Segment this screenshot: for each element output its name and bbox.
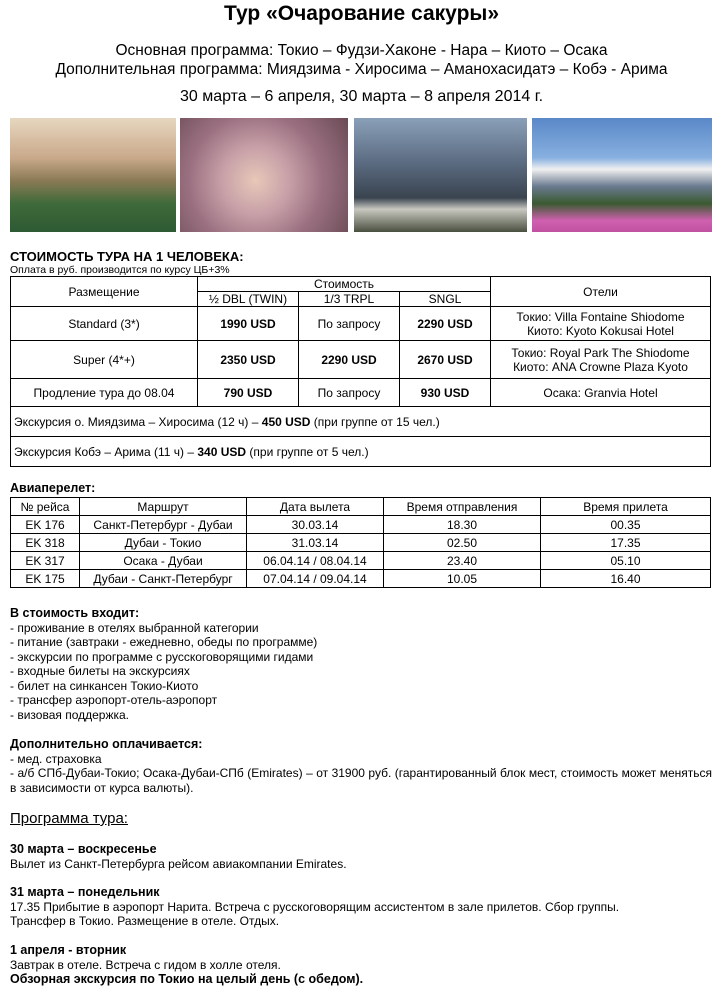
- arrival-time: 16.40: [541, 570, 711, 588]
- flights-table: [10, 497, 711, 588]
- list-item: - питание (завтраки - ежедневно, обеды по программе): [10, 635, 318, 649]
- list-item: - проживание в отелях выбранной категории: [10, 620, 259, 635]
- day-highlight: Обзорная экскурсия по Токио на целый день (с обедом).: [10, 972, 364, 986]
- fuji-photo: [532, 118, 712, 232]
- list-item: - а/б СПб-Дубаи-Токио; Осака-Дубаи-СПб (Emirates) – от 31900 руб. (гарантированный блок мест, стоимость может меняться в зависимости от курса валюты).: [10, 766, 712, 795]
- excursion-row: [11, 407, 711, 437]
- departure-date: 30.03.14: [247, 516, 384, 534]
- price-sngl: 2670 USD: [400, 341, 491, 379]
- accommodation: Продление тура до 08.04: [11, 379, 198, 407]
- day-1: [10, 842, 712, 871]
- route: Дубаи - Токио: [80, 534, 247, 552]
- arrival-time: 00.35: [541, 516, 711, 534]
- departure-time: 18.30: [384, 516, 541, 534]
- list-item: - мед. страховка: [10, 751, 102, 766]
- day-text: Трансфер в Токио. Размещение в отеле. Отдых.: [10, 914, 280, 928]
- list-item: - экскурсии по программе с русскоговорящими гидами: [10, 649, 314, 664]
- price-note: Оплата в руб. производится по курсу ЦБ+3%: [10, 264, 230, 276]
- departure-date: 07.04.14 / 09.04.14: [247, 570, 384, 588]
- included-heading: В стоимость входит:: [10, 606, 140, 620]
- day-title: 31 марта – понедельник: [10, 885, 160, 899]
- header-cost: Стоимость: [198, 277, 491, 292]
- header-accommodation: Размещение: [11, 277, 198, 307]
- included-section: [10, 606, 710, 722]
- main-program: Основная программа: Токио – Фудзи-Хаконе - Нара – Киото – Осака: [115, 42, 608, 59]
- column-header: Маршрут: [80, 498, 247, 516]
- table-row: [11, 379, 711, 407]
- column-header: Дата вылета: [247, 498, 384, 516]
- page-title: Тур «Очарование сакуры»: [223, 2, 500, 25]
- excursion-row: [11, 437, 711, 467]
- table-row: [11, 552, 711, 570]
- excursion-price: 340 USD: [197, 444, 247, 459]
- table-header-row: [11, 498, 711, 516]
- extra-heading: Дополнительно оплачивается:: [10, 737, 203, 751]
- price-trpl: По запросу: [299, 379, 400, 407]
- excursion-text: Экскурсия Кобэ – Арима (11 ч) –: [14, 444, 198, 459]
- hotel: Киото: Kyoto Kokusai Hotel: [527, 323, 674, 338]
- arrival-time: 17.35: [541, 534, 711, 552]
- list-item: - входные билеты на экскурсиях: [10, 664, 190, 678]
- day-text: Завтрак в отеле. Встреча с гидом в холле отеля.: [10, 957, 281, 972]
- table-row: [11, 516, 711, 534]
- header-trpl: 1/3 TRPL: [299, 292, 400, 307]
- day-text: Вылет из Санкт-Петербурга рейсом авиакомпании Emirates.: [10, 856, 347, 871]
- excursion-note: (при группе от 15 чел.): [310, 414, 440, 429]
- tour-dates: 30 марта – 6 апреля, 30 марта – 8 апреля 2014 г.: [179, 88, 544, 105]
- departure-time: 02.50: [384, 534, 541, 552]
- departure-date: 06.04.14 / 08.04.14: [247, 552, 384, 570]
- flight-number: EK 318: [11, 534, 80, 552]
- route: Осака - Дубаи: [80, 552, 247, 570]
- price-dbl: 1990 USD: [198, 307, 299, 341]
- route: Санкт-Петербург - Дубаи: [80, 516, 247, 534]
- list-item: - билет на синкансен Токио-Киото: [10, 678, 199, 693]
- price-trpl: По запросу: [299, 307, 400, 341]
- table-row: [11, 341, 711, 379]
- pavilion-photo: [10, 118, 176, 232]
- extra-program: Дополнительная программа: Миядзима - Хиросима – Аманохасидатэ – Кобэ - Арима: [55, 61, 668, 78]
- day-text: 17.35 Прибытие в аэропорт Нарита. Встреча с русскоговорящим ассистентом в зале прилетов. Сбор группы.: [10, 899, 620, 914]
- price-dbl: 2350 USD: [198, 341, 299, 379]
- departure-time: 23.40: [384, 552, 541, 570]
- price-sngl: 2290 USD: [400, 307, 491, 341]
- header-dbl: ½ DBL (TWIN): [198, 292, 299, 307]
- table-row: [11, 534, 711, 552]
- accommodation: Standard (3*): [11, 307, 198, 341]
- program-heading: Программа тура:: [10, 810, 128, 827]
- header-sngl: SNGL: [400, 292, 491, 307]
- sakura-woman-photo: [180, 118, 348, 232]
- column-header: Время прилета: [541, 498, 711, 516]
- departure-time: 10.05: [384, 570, 541, 588]
- hotel: Токио: Royal Park The Shiodome: [511, 345, 690, 360]
- day-title: 1 апреля - вторник: [10, 943, 127, 957]
- flight-number: EK 176: [11, 516, 80, 534]
- extra-section: [10, 737, 712, 795]
- excursion-price: 450 USD: [261, 414, 311, 429]
- hotel: Осака: Granvia Hotel: [491, 379, 711, 407]
- hotel: Киото: ANA Crowne Plaza Kyoto: [513, 359, 688, 374]
- departure-date: 31.03.14: [247, 534, 384, 552]
- hotels: [491, 341, 711, 379]
- price-sngl: 930 USD: [400, 379, 491, 407]
- table-row: [11, 307, 711, 341]
- column-header: № рейса: [11, 498, 80, 516]
- shinkansen-photo: [354, 118, 527, 232]
- arrival-time: 05.10: [541, 552, 711, 570]
- flight-number: EK 317: [11, 552, 80, 570]
- day-2: [10, 885, 712, 929]
- hotels: [491, 307, 711, 341]
- price-dbl: 790 USD: [198, 379, 299, 407]
- accommodation: Super (4*+): [11, 341, 198, 379]
- flights-heading: Авиаперелет:: [10, 481, 96, 495]
- price-trpl: 2290 USD: [299, 341, 400, 379]
- day-3: [10, 943, 712, 987]
- excursion-text: Экскурсия о. Миядзима – Хиросима (12 ч) –: [14, 414, 262, 429]
- price-heading: СТОИМОСТЬ ТУРА НА 1 ЧЕЛОВЕКА:: [10, 249, 244, 264]
- flight-number: EK 175: [11, 570, 80, 588]
- price-table: [10, 276, 711, 467]
- table-row: [11, 570, 711, 588]
- list-item: - трансфер аэропорт-отель-аэропорт: [10, 693, 218, 707]
- header-hotels: Отели: [491, 277, 711, 307]
- column-header: Время отправления: [384, 498, 541, 516]
- route: Дубаи - Санкт-Петербург: [80, 570, 247, 588]
- excursion-note: (при группе от 5 чел.): [246, 444, 369, 459]
- day-title: 30 марта – воскресенье: [10, 842, 157, 856]
- hotel: Токио: Villa Fontaine Shiodome: [516, 309, 685, 324]
- list-item: - визовая поддержка.: [10, 707, 130, 722]
